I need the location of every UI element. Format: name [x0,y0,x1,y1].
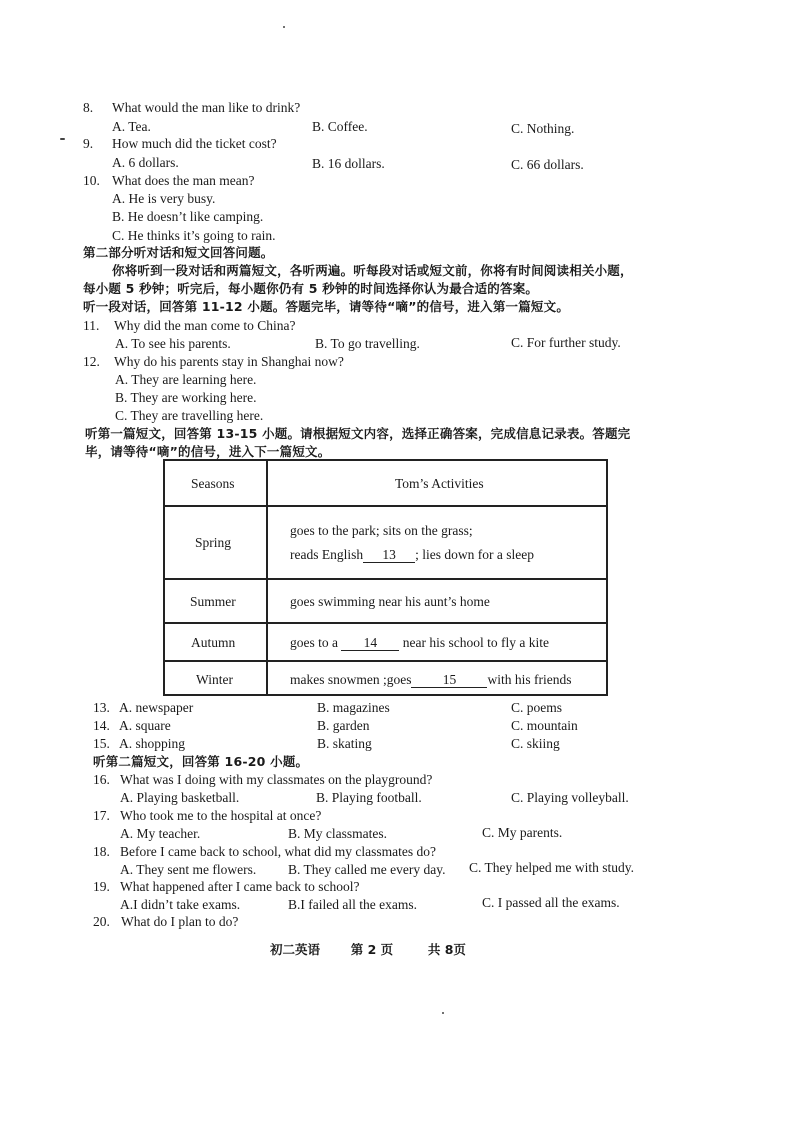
option-c: C. My parents. [482,825,563,840]
option-c: C. They are travelling here. [115,408,264,423]
passage-instruction: 听第一篇短文，回答第 13-15 小题。请根据短文内容，选择正确答案，完成信息记录表。答题完 [85,426,631,441]
question-text: Why did the man come to China? [114,318,296,333]
option-a: A. Tea. [112,119,151,134]
section-instruction: 每小题 5 秒钟；听完后，每小题你仍有 5 秒钟的时间选择你认为最合适的答案。 [83,281,539,296]
question-number: 11. [83,318,100,333]
info-record-table [163,459,608,696]
option-a: A. square [119,718,171,733]
option-b: B. 16 dollars. [312,156,385,171]
option-c: C. I passed all the exams. [482,895,620,910]
option-c: C. For further study. [511,335,621,350]
table-activity-text: reads English [290,547,364,562]
option-a: A. To see his parents. [115,336,231,351]
table-row-divider [165,578,606,580]
question-number: 9. [83,136,94,151]
dialog-instruction: 听一段对话，回答第 11-12 小题。答题完毕，请等待“嘀”的信号，进入第一篇短文。 [83,299,570,314]
option-c: C. They helped me with study. [469,860,634,875]
option-a: A. He is very busy. [112,191,216,206]
table-season-winter: Winter [196,672,233,687]
question-number: 18. [93,844,110,859]
option-b: B. skating [317,736,372,751]
question-number: 8. [83,100,94,115]
section-instruction: 你将听到一段对话和两篇短文，各听两遍。听每段对话或短文前，你将有时间阅读相关小题， [112,263,633,278]
table-header-activities: Tom’s Activities [395,476,484,491]
question-number: 15. [93,736,110,751]
question-text: What does the man mean? [112,173,255,188]
answer-blank-15: 15 [411,672,487,688]
question-number: 19. [93,879,110,894]
footer-total-pages: 共 8页 [427,942,466,957]
question-text: What would the man like to drink? [112,100,301,115]
question-number: 20. [93,914,110,929]
table-season-summer: Summer [190,594,236,609]
table-activity-text: with his friends [487,672,572,687]
table-season-spring: Spring [195,535,232,550]
scan-speck [442,1012,444,1014]
table-activity-text [290,547,534,563]
option-c: C. Playing volleyball. [511,790,629,805]
footer-page-number: 第 2 页 [350,942,394,957]
question-number: 14. [93,718,110,733]
option-b: B. They called me every day. [288,862,446,877]
question-number: 12. [83,354,100,369]
scan-speck [283,26,285,28]
option-a: A. They sent me flowers. [120,862,257,877]
option-c: C. He thinks it’s going to rain. [112,228,276,243]
option-b: B. To go travelling. [315,336,420,351]
table-activity-text: goes to the park; sits on the grass; [290,523,473,538]
question-number: 17. [93,808,110,823]
option-a: A. My teacher. [120,826,201,841]
footer-subject: 初二英语 [270,942,321,957]
table-season-autumn: Autumn [191,635,236,650]
table-activity-text: near his school to fly a kite [402,635,549,650]
option-b: B. Playing football. [316,790,422,805]
option-c: C. skiing [511,736,560,751]
question-number: 13. [93,700,110,715]
option-b: B. He doesn’t like camping. [112,209,264,224]
option-c: C. 66 dollars. [511,157,584,172]
question-text: How much did the ticket cost? [112,136,277,151]
passage-instruction: 毕，请等待“嘀”的信号，进入下一篇短文。 [85,444,331,459]
question-text: Before I came back to school, what did my classmates do? [120,844,437,859]
answer-blank-13: 13 [363,547,415,563]
table-row-divider [165,505,606,507]
table-activity-text: ; lies down for a sleep [415,547,534,562]
section-title: 第二部分听对话和短文回答问题。 [83,245,274,260]
option-b: B. magazines [317,700,390,715]
table-row-divider [165,660,606,662]
option-a: A. shopping [119,736,186,751]
table-activity-text [290,672,571,688]
option-b: B. Coffee. [312,119,368,134]
scan-speck [60,138,65,140]
question-text: Who took me to the hospital at once? [120,808,322,823]
question-text: What do I plan to do? [121,914,239,929]
option-b: B. My classmates. [288,826,387,841]
question-number: 16. [93,772,110,787]
answer-blank-14: 14 [341,635,399,651]
page-footer [270,940,466,958]
table-activity-text [290,635,549,651]
table-row-divider [165,622,606,624]
table-activity-text: goes to a [290,635,338,650]
question-text: What happened after I came back to school? [120,879,360,894]
option-a: A.I didn’t take exams. [120,897,241,912]
question-text: What was I doing with my classmates on the playground? [120,772,433,787]
option-a: A. They are learning here. [115,372,257,387]
option-c: C. Nothing. [511,121,575,136]
option-a: A. Playing basketball. [120,790,240,805]
table-activity-text: goes swimming near his aunt’s home [290,594,490,609]
question-number: 10. [83,173,100,188]
table-activity-text: makes snowmen ;goes [290,672,412,687]
option-b: B. They are working here. [115,390,257,405]
option-c: C. poems [511,700,563,715]
option-a: A. newspaper [119,700,194,715]
question-text: Why do his parents stay in Shanghai now? [114,354,344,369]
option-c: C. mountain [511,718,578,733]
passage-instruction: 听第二篇短文，回答第 16-20 小题。 [93,754,309,769]
option-a: A. 6 dollars. [112,155,179,170]
option-b: B. garden [317,718,370,733]
option-b: B.I failed all the exams. [288,897,417,912]
table-header-seasons: Seasons [191,476,235,491]
